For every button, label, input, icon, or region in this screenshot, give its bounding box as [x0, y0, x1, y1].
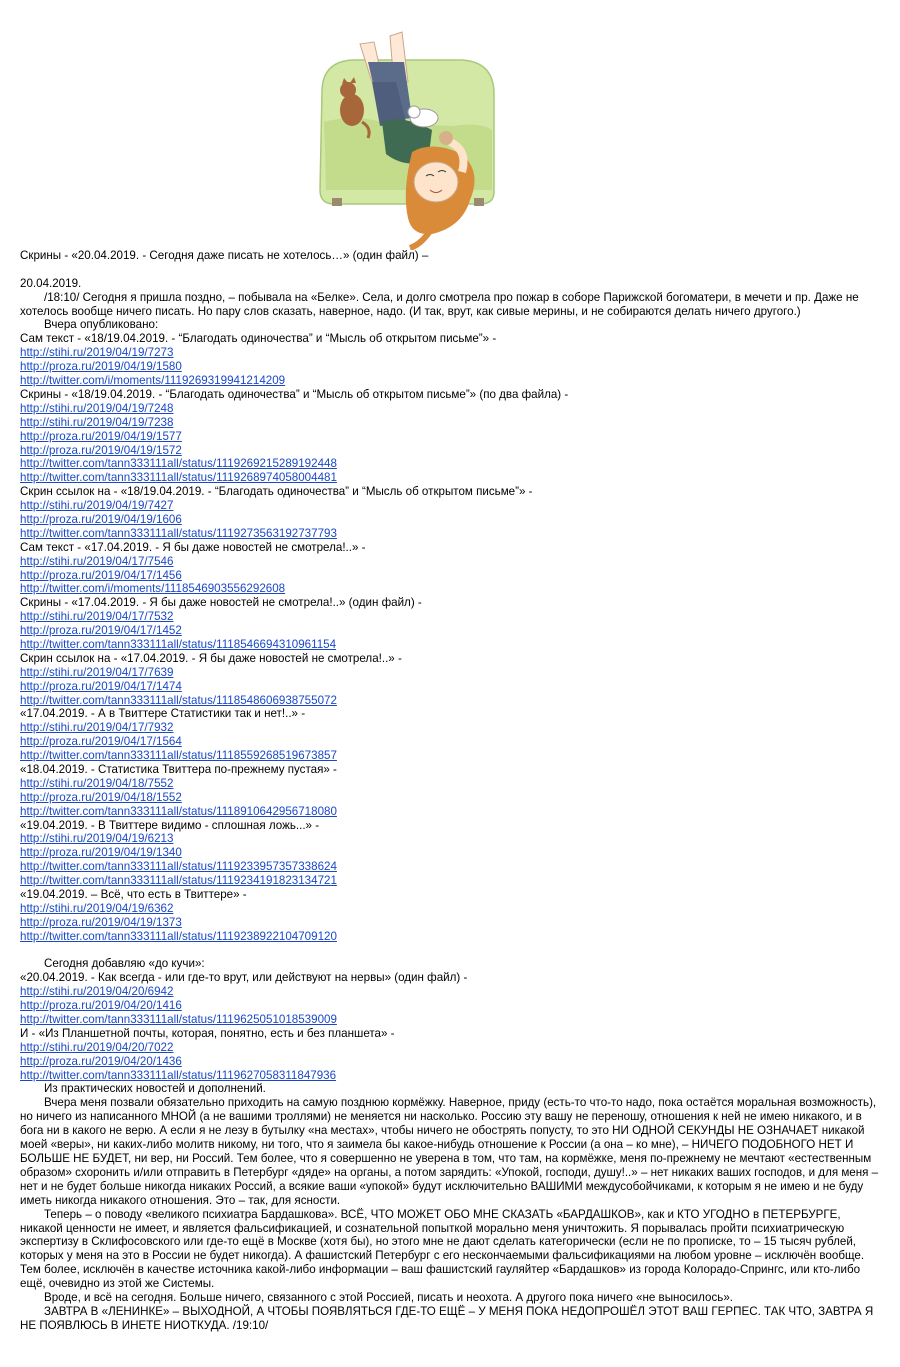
hyperlink[interactable]: http://twitter.com/tann333111all/status/1119234191823134721: [20, 874, 337, 888]
link-group-title: «17.04.2019. - А в Твиттере Статистики так и нет!..» -: [20, 707, 306, 721]
hyperlink[interactable]: http://proza.ru/2019/04/17/1564: [20, 735, 182, 749]
hyperlink[interactable]: http://proza.ru/2019/04/19/1340: [20, 846, 182, 860]
document-body: [20, 249, 882, 1333]
link-row: [20, 874, 882, 888]
link-row: [20, 402, 882, 416]
link-row: [20, 721, 882, 735]
link-row: [20, 666, 882, 680]
intro-paragraph: /18:10/ Сегодня я пришла поздно, – побывала на «Белке». Села, и долго смотрела про пожар в соборе Парижской богоматери, в мечети и пр. Даже не хотелось вообще ничего писать. Но пару слов сказать, наверное, надо. (И так, врут, как сивые мерины, и не собираются делать ничего другого.): [20, 290, 859, 318]
link-group-title: Сам текст - «18/19.04.2019. - “Благодать одиночества” и “Мысль об открытом письме”» -: [20, 332, 497, 346]
hyperlink[interactable]: http://proza.ru/2019/04/19/1373: [20, 915, 182, 929]
hyperlink[interactable]: http://proza.ru/2019/04/19/1572: [20, 443, 182, 457]
link-row: [20, 513, 882, 527]
hyperlink[interactable]: http://twitter.com/tann333111all/status/1118546694310961154: [20, 637, 337, 651]
link-row: [20, 569, 882, 583]
link-row: [20, 444, 882, 458]
link-row: [20, 791, 882, 805]
link-group-title: «19.04.2019. – Всё, что есть в Твиттере» -: [20, 888, 247, 901]
link-row: [20, 680, 882, 694]
link-row: [20, 999, 882, 1013]
link-row: [20, 832, 882, 846]
link-row: [20, 346, 882, 360]
link-row: [20, 1013, 882, 1027]
girl-on-sofa-with-cats-illustration: [312, 22, 502, 250]
hyperlink[interactable]: http://twitter.com/i/moments/1118546903556292608: [20, 582, 286, 596]
hyperlink[interactable]: http://stihi.ru/2019/04/19/6362: [20, 901, 174, 915]
link-row: [20, 749, 882, 763]
link-row: [20, 430, 882, 444]
published-groups: [20, 332, 882, 943]
link-row: [20, 624, 882, 638]
published-header: Вчера опубликовано:: [44, 318, 159, 332]
hyperlink[interactable]: http://twitter.com/tann333111all/status/1118559268519673857: [20, 749, 337, 763]
news-header: Из практических новостей и дополнений.: [44, 1082, 266, 1096]
paragraph: ЗАВТРА В «ЛЕНИНКЕ» – ВЫХОДНОЙ, А ЧТОБЫ ПОЯВЛЯТЬСЯ ГДЕ-ТО ЕЩЁ – У МЕНЯ ПОКА НЕДОПРОШЁЛ ЭТОТ ВАШ ГЕРПЕС. ТАК ЧТО, ЗАВТРА Я НЕ ПОЯВЛЮСЬ В ИНЕТЕ НИОТКУДА. /19:10/: [20, 1304, 874, 1332]
hyperlink[interactable]: http://stihi.ru/2019/04/19/7273: [20, 346, 174, 360]
hyperlink[interactable]: http://twitter.com/tann333111all/status/1118548606938755072: [20, 693, 337, 707]
link-row: [20, 360, 882, 374]
link-row: [20, 1069, 882, 1083]
link-row: [20, 457, 882, 471]
hyperlink[interactable]: http://stihi.ru/2019/04/17/7546: [20, 554, 174, 568]
link-row: [20, 902, 882, 916]
link-row: [20, 846, 882, 860]
hyperlink[interactable]: http://proza.ru/2019/04/17/1456: [20, 568, 182, 582]
hyperlink[interactable]: http://stihi.ru/2019/04/20/6942: [20, 985, 174, 999]
link-row: [20, 805, 882, 819]
hyperlink[interactable]: http://twitter.com/tann333111all/status/1119269215289192448: [20, 457, 337, 471]
hyperlink[interactable]: http://twitter.com/tann333111all/status/1119233957357338624: [20, 860, 337, 874]
hyperlink[interactable]: http://stihi.ru/2019/04/18/7552: [20, 776, 174, 790]
hyperlink[interactable]: http://stihi.ru/2019/04/19/6213: [20, 832, 174, 846]
hyperlink[interactable]: http://proza.ru/2019/04/17/1474: [20, 679, 182, 693]
paragraph: Теперь – о поводу «великого психиатра Бардашкова». ВСЁ, ЧТО МОЖЕТ ОБО МНЕ СКАЗАТЬ «БАРДАШКОВ», как и КТО УГОДНО в ПЕТЕРБУРГЕ, никакой ценности не имеет, и является фальсификацией, и сознательной попыткой морально меня уничтожить. Я порывалась пройти психиатрическую экспертизу в Склифосовского или где-то ещё в Москве (хотя бы), но этого мне не дают сделать категорически (если не по прописке, то – 15 тысяч рублей, которых у меня на это в России не будет никогда). А фашистский Петербург с его нескончаемыми фальсификациями на любом уровне – исключён вообще. Тем более, исключён в качестве источника какой-либо информации – ваш фашистский гауляйтер «Бардашков» из города Колорадо-Спрингс, или кто-либо ещё, очевидно из этой же Системы.: [20, 1207, 865, 1291]
hyperlink[interactable]: http://proza.ru/2019/04/19/1606: [20, 512, 182, 526]
hyperlink[interactable]: http://proza.ru/2019/04/19/1577: [20, 429, 182, 443]
link-row: [20, 555, 882, 569]
hyperlink[interactable]: http://stihi.ru/2019/04/20/7022: [20, 1040, 174, 1054]
paragraph: Вроде, и всё на сегодня. Больше ничего, связанного с этой Россией, писать и неохота. А другого пока ничего «не выносилось».: [44, 1291, 733, 1305]
link-group-title: Скрины - «17.04.2019. - Я бы даже новостей не смотрела!..» (один файл) -: [20, 596, 422, 610]
link-group-title: Скрин ссылок на - «18/19.04.2019. - “Благодать одиночества” и “Мысль об открытом письме”» -: [20, 485, 533, 499]
link-row: [20, 735, 882, 749]
link-row: [20, 582, 882, 596]
blank-line: [20, 263, 882, 277]
hyperlink[interactable]: http://stihi.ru/2019/04/19/7248: [20, 401, 174, 415]
link-row: [20, 694, 882, 708]
link-row: [20, 638, 882, 652]
paragraph: Вчера меня позвали обязательно приходить на самую позднюю кормёжку. Наверное, приду (есть-то что-то надо, пока остаётся моральная возможность), но ничего из написанного МНОЙ (а не вашими троллями) не меняется ни насколько. Россию эту вашу не переношу, отношения к ней не имею никакого, и в бога ни в какого не верю. А если я не лезу в бутылку «на местах», чтобы ничего не обострять попусту, то это НИ ОДНОЙ СЕКУНДЫ НЕ ОЗНАЧАЕТ никакой моей «веры», ни каких-либо молитв никому, ни того, что я заимела бы какое-нибудь отношение к России (а она – ко мне), – НИЧЕГО ПОДОБНОГО НЕТ И БОЛЬШЕ НЕ БУДЕТ, ни вер, ни Россий. Тем более, что я совершенно не уверена в том, что там, на кормёжке, меня по-прежнему не мечтают «естественным образом» схоронить и/или отправить в Петербург «дяде» на органы, а потом зарядить: «Упокой, господи, душу!..» – нет никаких ваших господов, и для меня – нет и не будет больше никогда никаких Россий, а всякие ваши «упокой» будут исключительно ВАШИМИ междусобойчиками, к которым я не имею и не буду иметь никогда никакого отношения. Это – так, для ясности.: [20, 1096, 879, 1207]
hyperlink[interactable]: http://proza.ru/2019/04/20/1416: [20, 999, 182, 1013]
hyperlink[interactable]: http://twitter.com/tann333111all/status/1118910642956718080: [20, 804, 337, 818]
hyperlink[interactable]: http://twitter.com/tann333111all/status/1119268974058004481: [20, 471, 337, 485]
link-row: [20, 1041, 882, 1055]
link-row: [20, 416, 882, 430]
today-groups: [20, 971, 882, 1082]
link-row: [20, 527, 882, 541]
hyperlink[interactable]: http://stihi.ru/2019/04/19/7238: [20, 415, 174, 429]
hyperlink[interactable]: http://proza.ru/2019/04/19/1580: [20, 360, 182, 374]
date-line: 20.04.2019.: [20, 276, 82, 290]
link-group-title: «20.04.2019. - Как всегда - или где-то врут, или действуют на нервы» (один файл) -: [20, 971, 468, 985]
hyperlink[interactable]: http://twitter.com/tann333111all/status/1119238922104709120: [20, 929, 337, 943]
hyperlink[interactable]: http://twitter.com/i/moments/1119269319941214209: [20, 374, 286, 388]
hyperlink[interactable]: http://stihi.ru/2019/04/17/7932: [20, 721, 174, 735]
link-row: [20, 499, 882, 513]
link-row: [20, 860, 882, 874]
hyperlink[interactable]: http://twitter.com/tann333111all/status/1119625051018539009: [20, 1013, 337, 1027]
link-row: [20, 610, 882, 624]
hyperlink[interactable]: http://proza.ru/2019/04/17/1452: [20, 624, 182, 638]
link-row: [20, 1055, 882, 1069]
link-row: [20, 777, 882, 791]
link-group-title: «18.04.2019. - Статистика Твиттера по-прежнему пустая» -: [20, 762, 337, 776]
hyperlink[interactable]: http://stihi.ru/2019/04/19/7427: [20, 499, 174, 513]
link-group-title: Сам текст - «17.04.2019. - Я бы даже новостей не смотрела!..» -: [20, 540, 366, 554]
hyperlink[interactable]: http://proza.ru/2019/04/18/1552: [20, 790, 182, 804]
hyperlink[interactable]: http://proza.ru/2019/04/20/1436: [20, 1054, 182, 1068]
today-header: Сегодня добавляю «до кучи»:: [44, 957, 205, 971]
hyperlink[interactable]: http://stihi.ru/2019/04/17/7532: [20, 610, 174, 624]
link-group-title: Скрин ссылок на - «17.04.2019. - Я бы даже новостей не смотрела!..» -: [20, 651, 402, 665]
link-group-title: «19.04.2019. - В Твиттере видимо - сплошная ложь...» -: [20, 818, 320, 832]
link-row: [20, 930, 882, 944]
hyperlink[interactable]: http://twitter.com/tann333111all/status/1119273563192737793: [20, 526, 337, 540]
link-row: [20, 374, 882, 388]
blank-line: [20, 944, 882, 958]
link-group-title: Скрины - «18/19.04.2019. - “Благодать одиночества” и “Мысль об открытом письме”» (по два файла) -: [20, 387, 569, 401]
link-row: [20, 471, 882, 485]
screens-header: Скрины - «20.04.2019. - Сегодня даже писать не хотелось…» (один файл) –: [20, 249, 429, 262]
link-row: [20, 985, 882, 999]
hyperlink[interactable]: http://stihi.ru/2019/04/17/7639: [20, 665, 174, 679]
link-group-title: И - «Из Планшетной почты, которая, понятно, есть и без планшета» -: [20, 1026, 395, 1040]
hyperlink[interactable]: http://twitter.com/tann333111all/status/1119627058311847936: [20, 1068, 337, 1082]
link-row: [20, 916, 882, 930]
